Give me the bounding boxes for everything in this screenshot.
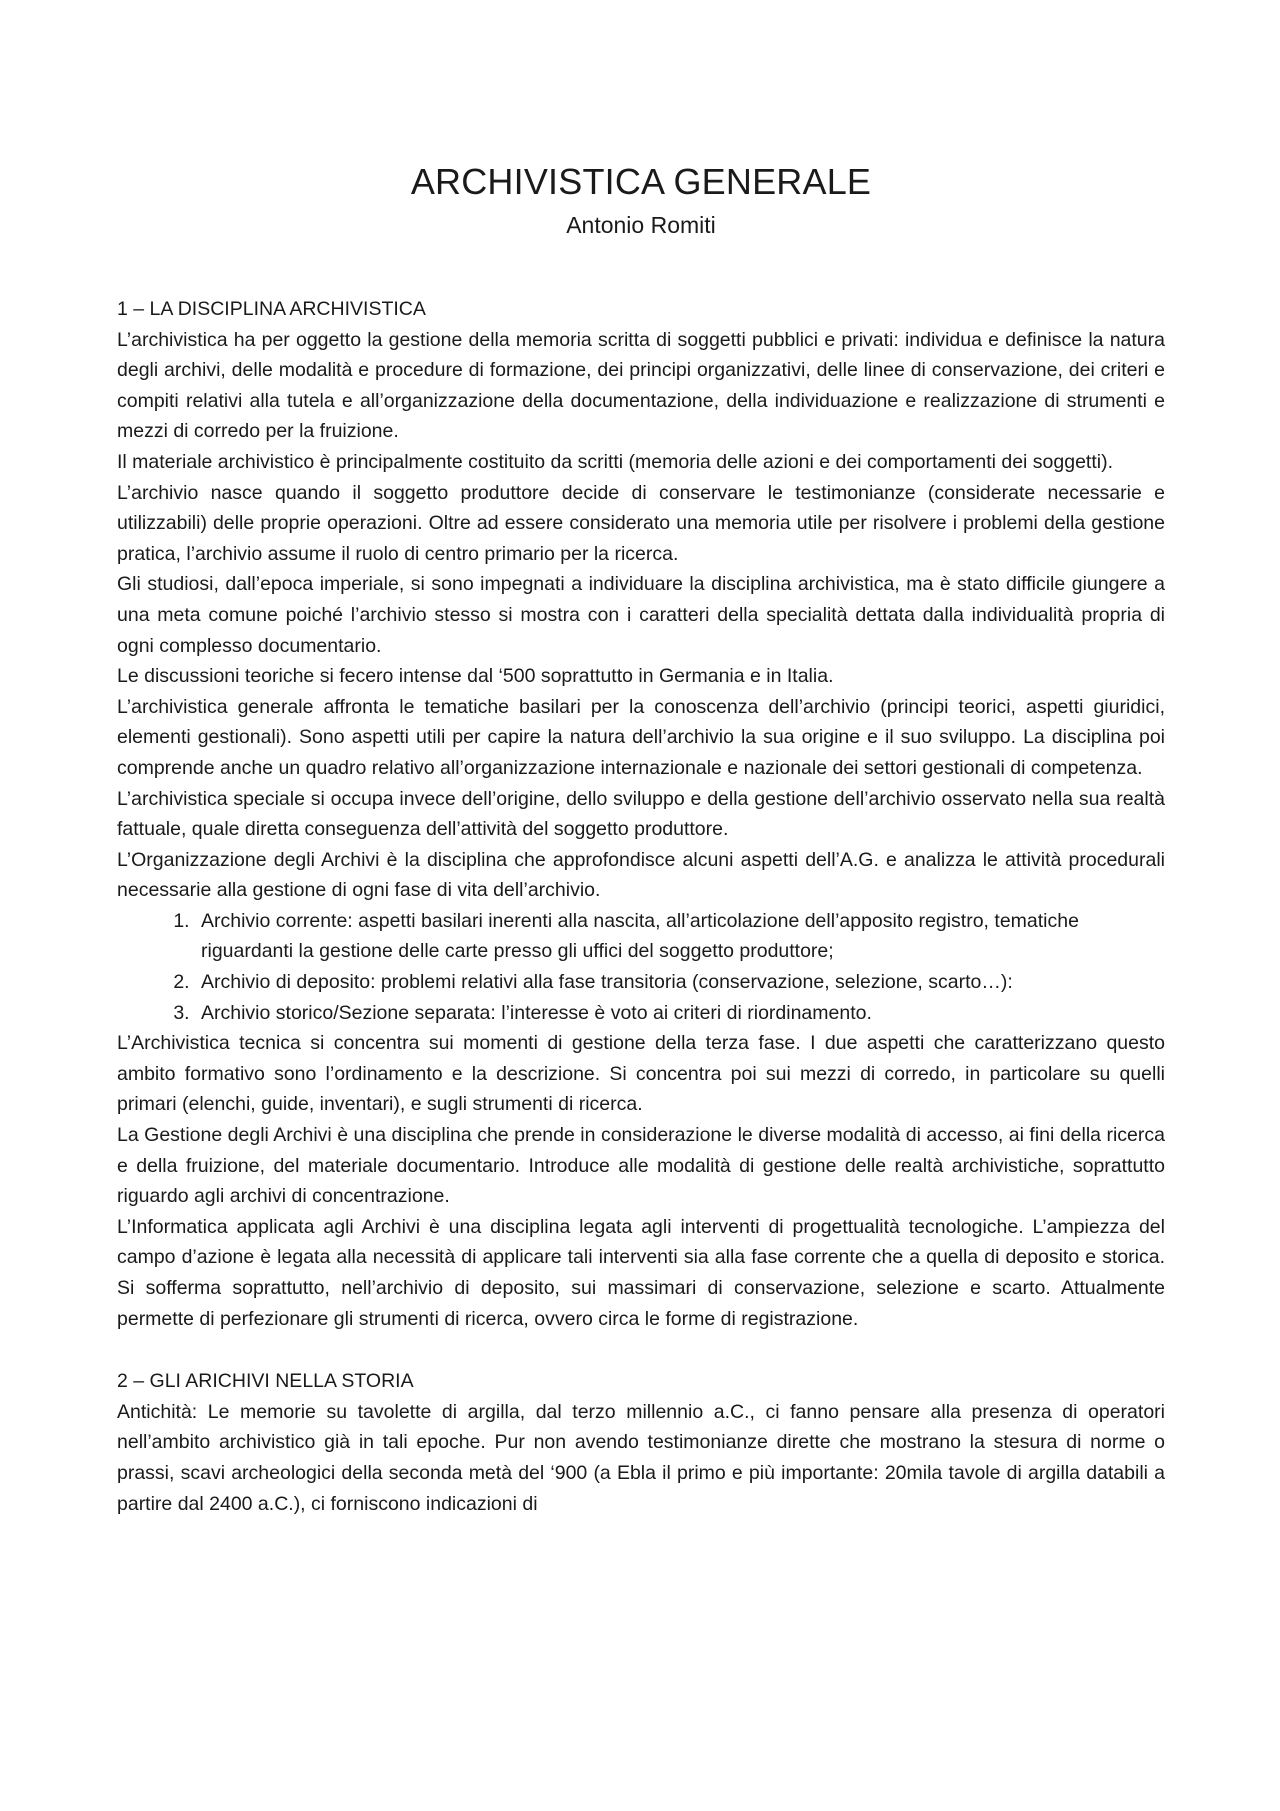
document-author: Antonio Romiti [566, 212, 716, 238]
paragraph: L’Archivistica tecnica si concentra sui momenti di gestione della terza fase. I due aspetti che caratterizzano questo ambito formativo sono l’ordinamento e la descrizione. Si concentra poi sui mezzi di corredo, in particolare su quelli primari (elenchi, guide, inventari), e sugli strumenti di ricerca. [117, 1032, 1165, 1116]
list-item: 2. Archivio di deposito: problemi relativi alla fase transitoria (conservazione, selezione, scarto…): [195, 967, 1165, 998]
section-2 [117, 1366, 1165, 1519]
paragraph: Il materiale archivistico è principalmente costituito da scritti (memoria delle azioni e dei comportamenti dei soggetti). [117, 450, 1114, 473]
paragraph: L’archivio nasce quando il soggetto produttore decide di conservare le testimonianze (considerate necessarie e utilizzabili) delle proprie operazioni. Oltre ad essere considerato una memoria utile per risolvere i problemi della gestione pratica, l’archivio assume il ruolo di centro primario per la ricerca. [117, 481, 1165, 565]
section-heading: 1 – LA DISCIPLINA ARCHIVISTICA [117, 298, 426, 320]
paragraph: L’archivistica ha per oggetto la gestione della memoria scritta di soggetti pubblici e privati: individua e definisce la natura degli archivi, delle modalità e procedure di formazione, dei principi organizzativi, delle linee di conservazione, dei criteri e compiti relativi alla tutela e all’organizzazione della documentazione, della individuazione e realizzazione di strumenti e mezzi di corredo per la fruizione. [117, 328, 1165, 443]
section-1 [117, 294, 1165, 1334]
paragraph: Gli studiosi, dall’epoca imperiale, si sono impegnati a individuare la disciplina archivistica, ma è stato difficile giungere a una meta comune poiché l’archivio stesso si mostra con i caratteri della specialità dettata dalla individualità propria di ogni complesso documentario. [117, 573, 1165, 657]
document-page [117, 160, 1165, 1551]
document-title: ARCHIVISTICA GENERALE [410, 161, 872, 202]
section-heading: 2 – GLI ARICHIVI NELLA STORIA [117, 1370, 414, 1393]
paragraph: L’Organizzazione degli Archivi è la disciplina che approfondisce alcuni aspetti dell’A.G. e analizza le attività procedurali necessarie alla gestione di ogni fase di vita dell’archivio. [117, 848, 1165, 902]
paragraph: L’archivistica speciale si occupa invece dell’origine, dello sviluppo e della gestione dell’archivio osservato nella sua realtà fattuale, quale diretta conseguenza dell’attività del soggetto produttore. [117, 787, 1165, 841]
paragraph: L’archivistica generale affronta le tematiche basilari per la conoscenza dell’archivio (principi teorici, aspetti giuridici, elementi gestionali). Sono aspetti utili per capire la natura dell’archivio la sua origine e il suo sviluppo. La disciplina poi comprende anche un quadro relativo all’organizzazione internazionale e nazionale dei settori gestionali di competenza. [117, 695, 1165, 779]
list-item: 1. Archivio corrente: aspetti basilari inerenti alla nascita, all’articolazione dell’apposito registro, tematiche riguardanti la gestione delle carte presso gli uffici del soggetto produttore; [195, 906, 1165, 967]
paragraph: La Gestione degli Archivi è una disciplina che prende in considerazione le diverse modalità di accesso, ai fini della ricerca e della fruizione, del materiale documentario. Introduce alle modalità di gestione delle realtà archivistiche, soprattutto riguardo agli archivi di concentrazione. [117, 1124, 1165, 1208]
paragraph: Le discussioni teoriche si fecero intense dal ‘500 soprattutto in Germania e in Italia. [117, 665, 834, 688]
paragraph: Antichità: Le memorie su tavolette di argilla, dal terzo millennio a.C., ci fanno pensare alla presenza di operatori nell’ambito archivistico già in tali epoche. Pur non avendo testimonianze dirette che mostrano la stesura di norme o prassi, scavi archeologici della seconda metà del ‘900 (a Ebla il primo e più importante: 20mila tavole di argilla databili a partire dal 2400 a.C.), ci forniscono indicazioni di [117, 1400, 1165, 1515]
list-item: 3. Archivio storico/Sezione separata: l’interesse è voto ai criteri di riordinamento. [195, 998, 1165, 1029]
archive-phases-list [117, 906, 1165, 1028]
paragraph: L’Informatica applicata agli Archivi è una disciplina legata agli interventi di progettualità tecnologiche. L’ampiezza del campo d’azione è legata alla necessità di applicare tali interventi sia alla fase corrente che a quella di deposito e storica. Si sofferma soprattutto, nell’archivio di deposito, sui massimari di conservazione, selezione e scarto. Attualmente permette di perfezionare gli strumenti di ricerca, ovvero circa le forme di registrazione. [117, 1215, 1165, 1330]
